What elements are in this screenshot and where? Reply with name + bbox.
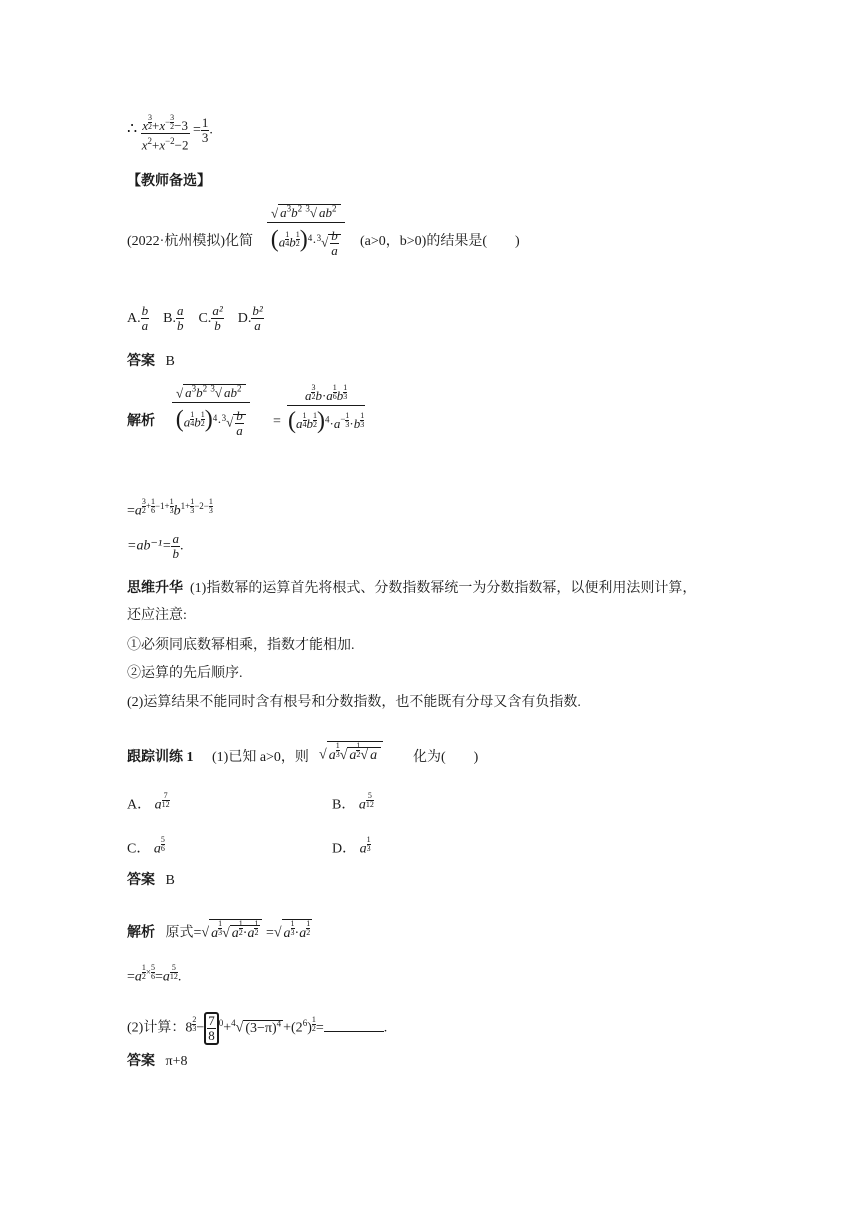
teacher-section-heading: 【教师备选】 — [127, 174, 211, 189]
problem-analysis: 解析 √ $a^3b^2$ $^3$√ $ab^2$ (a $^{\frac{1}{4}}$ b $^{\frac{1}{2}}$ )$^4$·$^3$√ $\frac{b}{a}$ = a $^{\frac{3}{2}}$ b·a $^{\frac{1}{6}}$ b $^{\frac{1}{3}}$ (a $^{\frac{1}{4}}$ b $^{\frac{1}{2}}$ )$^4\cdot a^{- \frac{1}{3}}$ ·b $^{\frac{1}{3}}$ — [127, 380, 447, 476]
problem-condition: (a>0，b>0)的结果是( ) — [360, 234, 520, 249]
problem-answer — [127, 352, 175, 372]
analysis-rhs: a $^{\frac{3}{2}}$ b·a $^{\frac{1}{6}}$ b $^{\frac{1}{3}}$ (a $^{\frac{1}{4}}$ b $^{\frac{1}{2}}$ )$^4\cdot a^{- \frac{1}{3}}$ ·b $^{\frac{1}{3}}$ — [287, 380, 365, 431]
fraction-expression: x $^{\frac{3}{2}}$ $+x^{- \frac{3}{2}}$ −3 $x^2+x^{-2}-2$ — [141, 108, 190, 152]
thinking-p2: ①必须同底数幂相乘，指数才能相加. — [127, 638, 355, 653]
continuation-result: ∴ x $^{\frac{3}{2}}$ $+x^{- \frac{3}{2}}$ −3 $x^2+x^{-2}-2$ = $\frac{1}{3}$ . — [127, 108, 213, 152]
analysis-lhs: √ $a^3b^2$ $^3$√ $ab^2$ (a $^{\frac{1}{4}}$ b $^{\frac{1}{2}}$ )$^4$·$^3$√ $\frac{b}{a}$ — [172, 380, 250, 438]
answer-label: 答案 — [127, 354, 155, 369]
tracking-option-d[interactable]: D． a $^{\frac{1}{3}}$ — [332, 835, 371, 857]
tracking-answer: 答案 B — [127, 873, 175, 888]
analysis-step-3: =ab⁻¹= $\frac{a}{b}$ . — [127, 531, 184, 561]
tracking-option-b[interactable]: B． a $^{\frac{5}{12}}$ — [332, 791, 374, 813]
tracking-option-a[interactable]: A． a $^{\frac{7}{12}}$ — [127, 791, 170, 813]
analysis-step-2: =a $^{\frac{3}{2} + \frac{1}{6} -1+ \frac{1}{3}}$ $b^{1+ \frac{1}{3} -2- \frac{1}{3}}$ — [127, 497, 213, 519]
problem-expression: √ $a^3b^2$ $^3$√ $ab^2$ (a $^{\frac{1}{4}}$ b $^{\frac{1}{2}}$ )$^4$·$^3$√ $\frac{b}{a}$ — [267, 200, 345, 258]
problem-options — [127, 304, 264, 333]
problem-source: (2022·杭州模拟)化简 — [127, 234, 253, 249]
option-c[interactable]: C. $\frac{\text{a²}}{b}$ — [198, 303, 223, 333]
therefore-symbol: ∴ — [127, 120, 138, 138]
thinking-p4: (2)运算结果不能同时含有根号和分数指数，也不能既有分母又含有负指数. — [127, 695, 581, 710]
thinking-p3: ②运算的先后顺序. — [127, 666, 243, 681]
thinking-label: 思维升华 — [127, 581, 183, 596]
analysis-label: 解析 — [127, 414, 155, 429]
option-d[interactable]: D. $\frac{\text{b²}}{a}$ — [237, 303, 263, 333]
tracking-q2-answer: 答案 π+8 — [127, 1054, 188, 1069]
option-a[interactable]: A. $\frac{b}{a}$ — [127, 303, 149, 333]
thinking-p1: 思维升华 (1)指数幂的运算首先将根式、分数指数幂统一为分数指数幂，以便利用法则计算， — [127, 581, 697, 596]
tracking-analysis-step-2: =a $^{\frac{1}{2} \times \frac{5}{6}}$ =a $^{\frac{5}{12}}$ . — [127, 963, 182, 985]
tracking-expression: √ a $^{\frac{1}{3}}$ √ a $^{\frac{1}{2}}$ √ a — [319, 740, 383, 766]
tracking-label: 跟踪训练 1 — [127, 750, 194, 765]
tracking-question-1: 跟踪训练 1 (1)已知 a>0，则 √ a $^{\frac{1}{3}}$ √ a $^{\frac{1}{2}}$ √ a 化为( ) — [127, 740, 547, 784]
answer-blank[interactable] — [324, 1031, 384, 1032]
thinking-p1b: 还应注意: — [127, 608, 187, 623]
option-b[interactable]: B. $\frac{a}{b}$ — [163, 303, 184, 333]
result-fraction: $\frac{1}{3}$ — [201, 114, 209, 145]
tracking-option-c[interactable]: C． a $^{\frac{5}{6}}$ — [127, 835, 165, 857]
tracking-analysis: 解析 原式=√ a $^{\frac{1}{3}}$ √ a $^{\frac{1}{2}}$ ·a $^{\frac{1}{2}}$ =√ a $^{\frac{1}{3}}$ ·a $^{\frac{1}{2}}$ — [127, 919, 311, 941]
tracking-question-2: (2)计算：8 $^{\frac{2}{3}}$ − $\frac{7}{8}$ $^0$+$^4$√ $(3-\pi)^4 +(2^6)$ $^{\frac{1}{2}}$ = . — [127, 1013, 388, 1043]
answer-value: B — [165, 354, 175, 369]
